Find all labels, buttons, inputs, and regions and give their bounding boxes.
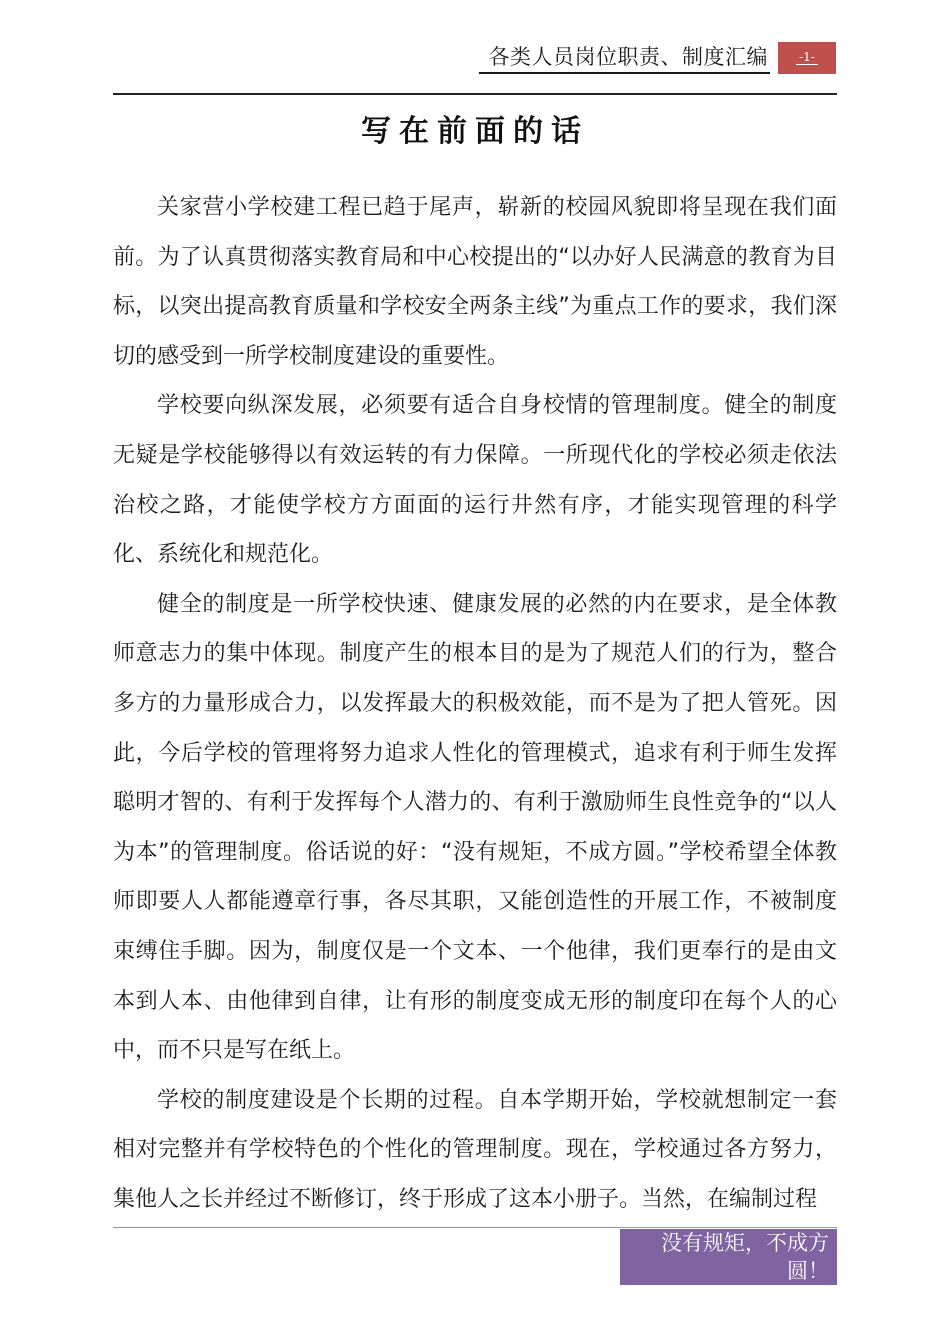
footer-motto: 没有规矩，不成方圆！ (661, 1231, 829, 1283)
footer-motto-box (620, 1229, 837, 1285)
document-title: 写在前面的话 (361, 114, 589, 149)
paragraph-2: 学校要向纵深发展，必须要有适合自身校情的管理制度。健全的制度无疑是学校能够得以有效运转的有力保障。一所现代化的学校必须走依法治校之路，才能使学校方方面面的运行井然有序，才能实现管理的科学化、系统化和规范化。 (113, 393, 837, 568)
footer-divider (113, 1227, 837, 1228)
page-number-badge (778, 42, 836, 74)
document-body (113, 183, 837, 1224)
paragraph-3: 健全的制度是一所学校快速、健康发展的必然的内在要求，是全体教师意志力的集中体现。制度产生的根本目的是为了规范人们的行为，整合多方的力量形成合力，以发挥最大的积极效能，而不是为了把人管死。因此，今后学校的管理将努力追求人性化的管理模式，追求有利于师生发挥聪明才智的、有利于发挥每个人潜力的、有利于激励师生良性竞争的“以人为本”的管理制度。俗话说的好：“没有规矩，不成方圆。”学校希望全体教师即要人人都能遵章行事，各尽其职，又能创造性的开展工作，不被制度束缚住手脚。因为，制度仅是一个文本、一个他律，我们更奉行的是由文本到人本、由他律到自律，让有形的制度变成无形的制度印在每个人的心中，而不只是写在纸上。 (113, 591, 837, 1064)
paragraph-4: 学校的制度建设是个长期的过程。自本学期开始，学校就想制定一套相对完整并有学校特色的个性化的管理制度。现在，学校通过各方努力，集他人之长并经过不断修订，终于形成了这本小册子。当然，在编制过程 (113, 1087, 837, 1212)
running-header-title: 各类人员岗位职责、制度汇编 (479, 44, 771, 74)
page-number: -1- (796, 50, 818, 65)
paragraph-1: 关家营小学校建工程已趋于尾声，崭新的校园风貌即将呈现在我们面前。为了认真贯彻落实教育局和中心校提出的“以办好人民满意的教育为目标，以突出提高教育质量和学校安全两条主线”为重点工作的要求，我们深切的感受到一所学校制度建设的重要性。 (113, 195, 837, 369)
header-divider (113, 93, 837, 95)
